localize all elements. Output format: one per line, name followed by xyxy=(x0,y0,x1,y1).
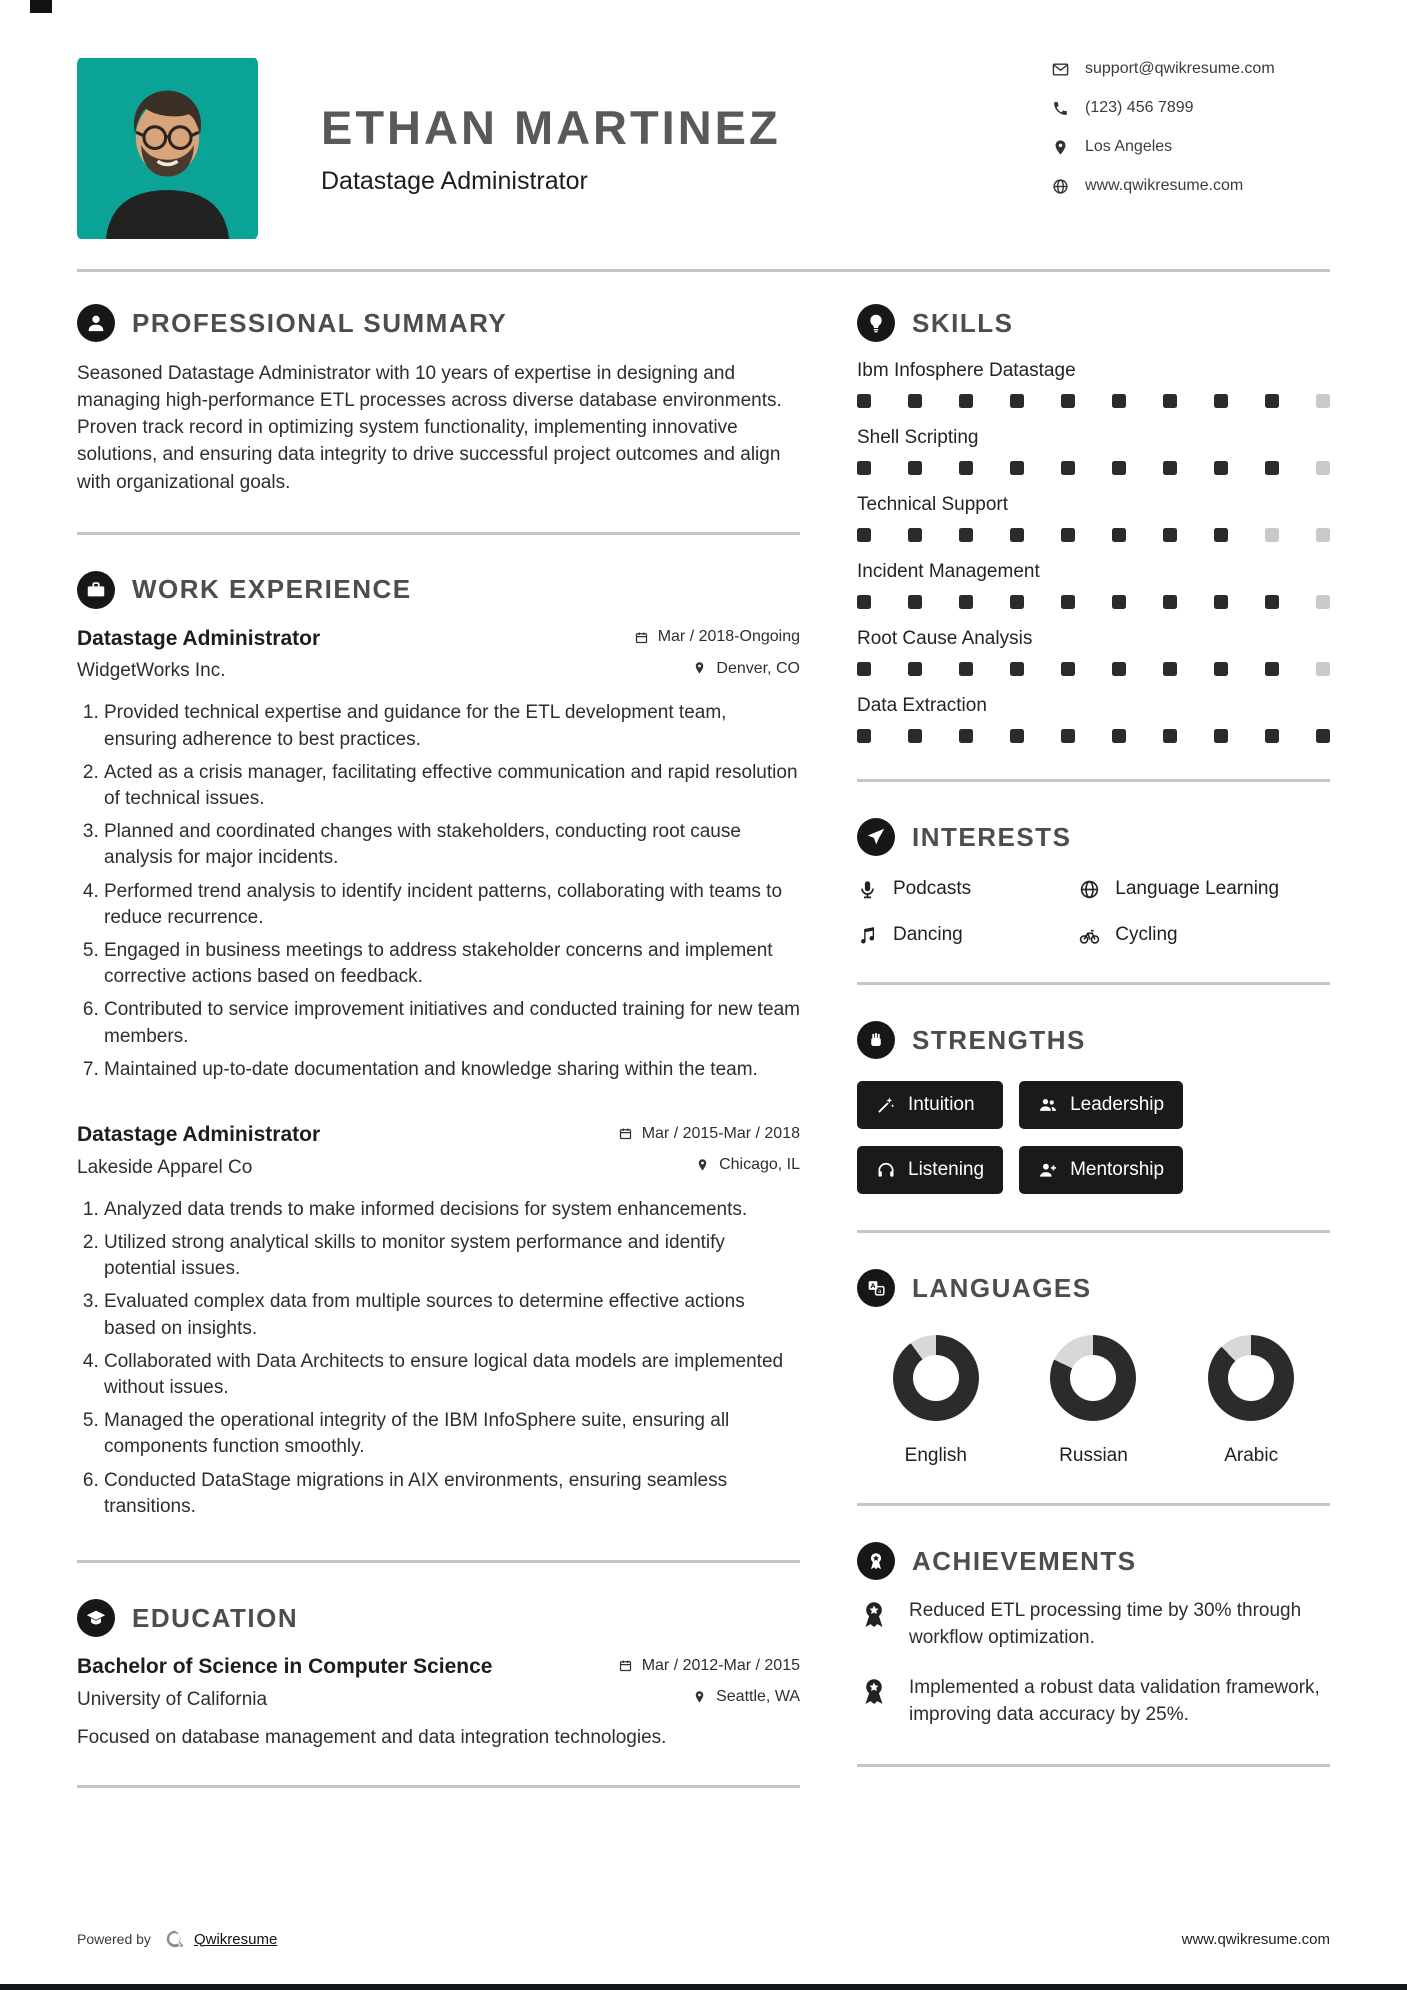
achievement-text: Reduced ETL processing time by 30% through workflow optimization. xyxy=(909,1600,1302,1648)
phone-icon xyxy=(1052,100,1069,117)
profile-photo xyxy=(77,56,258,241)
skill-rating xyxy=(857,595,1330,609)
language-label: English xyxy=(904,1445,967,1466)
skill-level-square xyxy=(857,461,871,475)
person-name: ETHAN MARTINEZ xyxy=(321,101,781,154)
identity-block xyxy=(321,56,1052,196)
header-divider xyxy=(77,269,1330,272)
job-bullet-list xyxy=(77,1197,800,1520)
skill-level-square xyxy=(1112,528,1126,542)
skill-level-square xyxy=(857,729,871,743)
calendar-icon xyxy=(634,630,649,645)
contact-list xyxy=(1052,56,1330,216)
skill-name: Root Cause Analysis xyxy=(857,628,1033,649)
briefcase-icon xyxy=(77,571,115,609)
right-column xyxy=(857,304,1330,1824)
skill-level-square xyxy=(1316,528,1330,542)
skill-level-square xyxy=(1265,461,1279,475)
skill-level-square xyxy=(1316,394,1330,408)
skill-row xyxy=(857,427,1330,475)
skill-name: Ibm Infosphere Datastage xyxy=(857,360,1076,381)
achievements-section xyxy=(857,1542,1330,1728)
strength-pill: Intuition xyxy=(857,1081,1003,1129)
skill-level-square xyxy=(1214,595,1228,609)
avatar xyxy=(77,56,258,241)
job-bullet: 3. Evaluated complex data from multiple sources to determine effective actions based on insights. xyxy=(104,1289,800,1341)
paper-plane-icon xyxy=(857,818,895,856)
job-location: Denver, CO xyxy=(692,660,800,678)
skill-name: Data Extraction xyxy=(857,695,987,716)
skill-level-square xyxy=(1163,662,1177,676)
ribbon-badge-icon xyxy=(857,1675,891,1728)
achievement-item xyxy=(857,1598,1330,1651)
skill-level-square xyxy=(1214,662,1228,676)
skill-level-square xyxy=(1265,595,1279,609)
divider xyxy=(857,779,1330,782)
skill-rating xyxy=(857,662,1330,676)
skill-level-square xyxy=(1010,662,1024,676)
skill-level-square xyxy=(959,729,973,743)
job-title: Datastage Administrator xyxy=(77,1123,321,1147)
skill-level-square xyxy=(908,662,922,676)
skill-level-square xyxy=(1316,461,1330,475)
skill-level-square xyxy=(908,461,922,475)
skill-level-square xyxy=(1214,394,1228,408)
footer xyxy=(77,1902,1330,1990)
interests-section xyxy=(857,818,1330,946)
skill-level-square xyxy=(1316,729,1330,743)
skill-level-square xyxy=(959,528,973,542)
education-dates: Mar / 2012-Mar / 2015 xyxy=(618,1657,800,1675)
skill-level-square xyxy=(1265,528,1279,542)
strength-pill: Listening xyxy=(857,1146,1003,1194)
footer-website[interactable]: www.qwikresume.com xyxy=(1181,1930,1330,1948)
skill-level-square xyxy=(1214,461,1228,475)
job-location: Chicago, IL xyxy=(695,1156,800,1174)
achievement-text: Implemented a robust data validation framework, improving data accuracy by 25%. xyxy=(909,1677,1320,1725)
skill-name: Shell Scripting xyxy=(857,427,979,448)
job-dates: Mar / 2018-Ongoing xyxy=(634,628,800,646)
skill-level-square xyxy=(1163,394,1177,408)
interests-heading: INTERESTS xyxy=(912,821,1072,852)
skill-name: Incident Management xyxy=(857,561,1040,582)
skill-level-square xyxy=(1163,729,1177,743)
skill-level-square xyxy=(1316,662,1330,676)
job-bullet: 6. Conducted DataStage migrations in AIX environments, ensuring seamless transitions. xyxy=(104,1468,800,1520)
skill-row xyxy=(857,360,1330,408)
job-bullet: 5. Managed the operational integrity of the IBM InfoSphere suite, ensuring all components function smoothly. xyxy=(104,1408,800,1460)
skill-row xyxy=(857,695,1330,743)
education-location: Seattle, WA xyxy=(692,1688,800,1706)
contact-email[interactable] xyxy=(1052,60,1330,78)
skill-level-square xyxy=(857,662,871,676)
skill-level-square xyxy=(1163,528,1177,542)
divider xyxy=(857,1764,1330,1767)
job-bullet: 1. Provided technical expertise and guidance for the ETL development team, ensuring adherence to best practices. xyxy=(104,700,800,752)
strengths-section xyxy=(857,1021,1330,1194)
strengths-heading: STRENGTHS xyxy=(912,1024,1086,1055)
content-columns xyxy=(77,304,1330,1824)
headphones-icon xyxy=(876,1160,896,1180)
language-donut xyxy=(1208,1335,1294,1421)
divider xyxy=(857,1230,1330,1233)
skill-level-square xyxy=(1163,595,1177,609)
skill-level-square xyxy=(1214,729,1228,743)
music-note-icon xyxy=(857,925,878,946)
skill-name: Technical Support xyxy=(857,494,1009,515)
work-section xyxy=(77,571,800,1520)
medal-icon xyxy=(857,1542,895,1580)
skill-row xyxy=(857,561,1330,609)
language-item xyxy=(1050,1335,1136,1467)
skill-level-square xyxy=(1265,729,1279,743)
qwikresume-logo-icon xyxy=(164,1928,186,1950)
achievements-heading: ACHIEVEMENTS xyxy=(912,1545,1137,1576)
divider xyxy=(857,982,1330,985)
skill-level-square xyxy=(959,461,973,475)
interest-item: Dancing xyxy=(857,924,1079,946)
divider xyxy=(77,1560,800,1563)
skill-rating xyxy=(857,461,1330,475)
divider xyxy=(77,532,800,535)
skill-level-square xyxy=(1112,461,1126,475)
strength-grid xyxy=(857,1077,1330,1194)
summary-section xyxy=(77,304,800,496)
summary-text: Seasoned Datastage Administrator with 10 years of expertise in designing and managing high-performance ETL processes across diverse database environments. Proven track record in optimizing system functionality, implementing innovative solutions, and ensuring data integrity to drive successful project outcomes and align with organizational goals. xyxy=(77,363,782,493)
pin-icon xyxy=(692,661,707,676)
skill-level-square xyxy=(1112,729,1126,743)
pin-icon xyxy=(695,1158,710,1173)
school: University of California xyxy=(77,1688,268,1710)
microphone-icon xyxy=(857,879,878,900)
summary-heading: PROFESSIONAL SUMMARY xyxy=(132,307,508,338)
svg-text:a: a xyxy=(877,1287,882,1295)
skill-rating xyxy=(857,394,1330,408)
job-bullet-list xyxy=(77,700,800,1083)
divider xyxy=(77,1785,800,1788)
job-bullet: 2. Acted as a crisis manager, facilitating effective communication and rapid resolution of technical issues. xyxy=(104,760,800,812)
job-title: Datastage Administrator xyxy=(77,626,321,650)
languages-heading: LANGUAGES xyxy=(912,1272,1092,1303)
job-dates: Mar / 2015-Mar / 2018 xyxy=(618,1125,800,1143)
language-item xyxy=(893,1335,979,1467)
people-icon xyxy=(1038,1095,1058,1115)
skill-level-square xyxy=(959,662,973,676)
skill-level-square xyxy=(1010,729,1024,743)
interest-item: Language Learning xyxy=(1079,878,1330,900)
header xyxy=(77,56,1330,241)
contact-location-text: Los Angeles xyxy=(1085,138,1173,155)
skill-level-square xyxy=(1010,394,1024,408)
job-bullet: 1. Analyzed data trends to make informed decisions for system enhancements. xyxy=(104,1197,800,1223)
svg-text:A: A xyxy=(870,1281,876,1290)
skill-level-square xyxy=(1010,595,1024,609)
skill-level-square xyxy=(908,394,922,408)
translate-icon xyxy=(857,1269,895,1307)
skill-rating xyxy=(857,729,1330,743)
skill-level-square xyxy=(1265,662,1279,676)
skill-level-square xyxy=(1061,394,1075,408)
contact-email-text: support@qwikresume.com xyxy=(1085,60,1275,77)
interest-grid xyxy=(857,874,1330,946)
calendar-icon xyxy=(618,1658,633,1673)
interest-item: Podcasts xyxy=(857,878,1079,900)
job-bullet: 4. Performed trend analysis to identify incident patterns, collaborating with teams to reduce recurrence. xyxy=(104,879,800,931)
person-job-title: Datastage Administrator xyxy=(321,167,588,195)
education-section xyxy=(77,1599,800,1749)
person-icon xyxy=(77,304,115,342)
work-heading: WORK EXPERIENCE xyxy=(132,574,412,605)
skill-level-square xyxy=(857,528,871,542)
education-heading: EDUCATION xyxy=(132,1602,299,1633)
qwikresume-logo[interactable] xyxy=(164,1928,277,1950)
skill-level-square xyxy=(1010,461,1024,475)
job-entry xyxy=(77,627,800,1083)
skill-level-square xyxy=(1061,729,1075,743)
language-item xyxy=(1208,1335,1294,1467)
skill-rating xyxy=(857,528,1330,542)
skill-level-square xyxy=(1265,394,1279,408)
language-label: Russian xyxy=(1059,1445,1128,1466)
skills-heading: SKILLS xyxy=(912,307,1014,338)
degree: Bachelor of Science in Computer Science xyxy=(77,1655,493,1679)
calendar-icon xyxy=(618,1126,633,1141)
skill-level-square xyxy=(959,595,973,609)
skill-level-square xyxy=(1010,528,1024,542)
language-label: Arabic xyxy=(1224,1445,1279,1466)
person-plus-icon xyxy=(1038,1160,1058,1180)
skill-level-square xyxy=(1112,595,1126,609)
achievement-item xyxy=(857,1675,1330,1728)
bicycle-icon xyxy=(1079,925,1100,946)
skill-level-square xyxy=(1163,461,1177,475)
contact-phone-text: (123) 456 7899 xyxy=(1085,99,1194,116)
job-bullet: 6. Contributed to service improvement initiatives and conducted training for new team members. xyxy=(104,997,800,1049)
website-icon xyxy=(1052,178,1069,195)
page-bottom-edge xyxy=(0,1984,1407,1990)
skill-level-square xyxy=(1112,662,1126,676)
skill-row xyxy=(857,628,1330,676)
skills-section xyxy=(857,304,1330,743)
pin-icon xyxy=(692,1690,707,1705)
skill-level-square xyxy=(1214,528,1228,542)
skill-level-square xyxy=(1061,528,1075,542)
job-bullet: 4. Collaborated with Data Architects to ensure logical data models are implemented without issues. xyxy=(104,1349,800,1401)
language-grid xyxy=(857,1325,1330,1467)
skill-level-square xyxy=(959,394,973,408)
qwikresume-logo-text: Qwikresume xyxy=(193,1930,278,1948)
language-donut xyxy=(1050,1335,1136,1421)
fist-icon xyxy=(857,1021,895,1059)
skill-level-square xyxy=(1061,662,1075,676)
powered-by-label: Powered by xyxy=(77,1931,151,1947)
email-icon xyxy=(1052,61,1069,78)
skill-level-square xyxy=(1061,595,1075,609)
job-bullet: 2. Utilized strong analytical skills to monitor system performance and identify potential issues. xyxy=(104,1230,800,1282)
wand-icon xyxy=(876,1095,896,1115)
globe-icon xyxy=(1079,879,1100,900)
job-company: WidgetWorks Inc. xyxy=(77,660,226,682)
contact-website[interactable] xyxy=(1052,177,1330,195)
strength-pill: Leadership xyxy=(1019,1081,1183,1129)
skill-level-square xyxy=(857,394,871,408)
divider xyxy=(857,1503,1330,1506)
location-icon xyxy=(1052,139,1069,156)
skill-row xyxy=(857,494,1330,542)
skill-level-square xyxy=(908,528,922,542)
interest-item: Cycling xyxy=(1079,924,1330,946)
contact-website-text: www.qwikresume.com xyxy=(1085,177,1244,194)
job-bullet: 5. Engaged in business meetings to address stakeholder concerns and implement corrective actions based on feedback. xyxy=(104,938,800,990)
job-entry xyxy=(77,1123,800,1520)
ribbon-badge-icon xyxy=(857,1598,891,1651)
job-bullet: 7. Maintained up-to-date documentation and knowledge sharing within the team. xyxy=(104,1057,800,1083)
skill-level-square xyxy=(1316,595,1330,609)
page-corner-mark xyxy=(30,0,52,13)
education-note: Focused on database management and data integration technologies. xyxy=(77,1726,667,1748)
graduation-cap-icon xyxy=(77,1599,115,1637)
skill-level-square xyxy=(1112,394,1126,408)
left-column xyxy=(77,304,800,1824)
skill-level-square xyxy=(857,595,871,609)
strength-pill: Mentorship xyxy=(1019,1146,1183,1194)
skill-level-square xyxy=(1061,461,1075,475)
job-company: Lakeside Apparel Co xyxy=(77,1156,253,1178)
contact-phone xyxy=(1052,99,1330,117)
languages-section xyxy=(857,1269,1330,1467)
job-bullet: 3. Planned and coordinated changes with stakeholders, conducting root cause analysis for major incidents. xyxy=(104,819,800,871)
contact-location xyxy=(1052,138,1330,156)
language-donut xyxy=(893,1335,979,1421)
powered-by xyxy=(77,1928,277,1950)
skill-level-square xyxy=(908,595,922,609)
lightbulb-icon xyxy=(857,304,895,342)
skill-level-square xyxy=(908,729,922,743)
